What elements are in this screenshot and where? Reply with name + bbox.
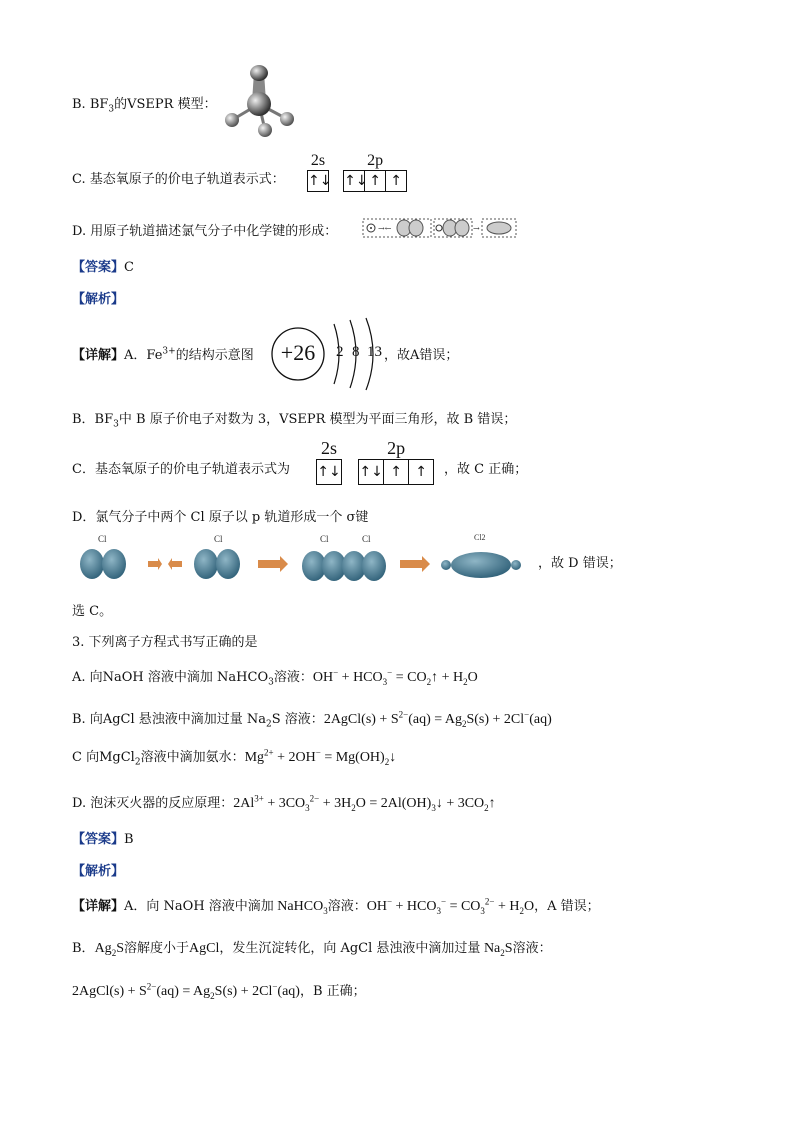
detail-1-a-mid: 的结构示意图: [175, 348, 254, 363]
detail-2-b-equation: 2AgCl(s) + $S^{2-}(aq) = Ag_2S(s) + 2Cl^-(aq)$，B 正确；: [72, 981, 366, 1001]
orbital-2s-box: ↑↓: [307, 170, 329, 192]
detail-2-b-line: B．$Ag_2S$溶解度小于AgCl，发生沉淀转化，向 AgCl 悬浊液中滴加过量 $Na_2S$溶液：: [72, 941, 552, 958]
item-c-text: C. 基态氧原子的价电子轨道表示式：: [72, 172, 285, 187]
detail-1-a-sup: 3+: [162, 346, 176, 357]
cl2-orbital-formation-diagram: [76, 532, 532, 586]
detail-2-b-end: 溶液：: [512, 941, 552, 956]
detail-1-a-line: [72, 344, 254, 363]
detail-1-c-post: ，故 C 正确；: [444, 462, 528, 477]
fe-shell-1: 2: [336, 344, 344, 360]
orbital-2s-label: 2s: [310, 152, 326, 169]
q3-option-a: A. 向NaOH 溶液中滴加 NaHCO$_3$溶液：$OH^- + HCO_3^-$ = $CO_2↑ + H_2O$: [72, 667, 478, 688]
orbital-2p-box: ↑↓: [343, 170, 365, 192]
q3-a-text: A. 向NaOH 溶液中滴加 NaHCO: [72, 670, 269, 685]
answer-tag: 【答案】: [72, 832, 125, 847]
fe-shell-3: 13: [367, 344, 382, 360]
q3-b-text: B. 向AgCl 悬浊液中滴加过量 Na: [72, 712, 267, 727]
vsepr-model-image: [218, 62, 298, 140]
answer-tag: 【答案】: [72, 260, 125, 275]
orbital-2p-box: ↑: [365, 170, 386, 192]
detail-tag: 【详解】: [72, 348, 125, 363]
orbital-2p-box: ↑: [409, 459, 434, 485]
q3-stem: 3. 下列离子方程式书写正确的是: [72, 635, 258, 650]
orbital-2s-box: ↑↓: [316, 459, 342, 485]
cl-label: Cl: [320, 534, 329, 544]
answer-2: [72, 828, 134, 847]
cl-label: Cl: [362, 534, 371, 544]
item-c-line: [72, 168, 285, 187]
orbital-2p-label: 2p: [387, 438, 406, 458]
orbital-2s-label: 2s: [320, 438, 337, 458]
analysis-2: [72, 860, 124, 879]
orbital-2p-box: ↑↓: [358, 459, 384, 485]
orbital-2p-box: ↑: [386, 170, 407, 192]
orbital-2p-box: ↑: [384, 459, 409, 485]
cl-label: Cl: [214, 534, 223, 544]
answer-value: C: [124, 260, 134, 275]
orbital-2p-label: 2p: [367, 152, 384, 169]
svg-text:→←: →←: [378, 224, 392, 233]
detail-1-c-line: [72, 458, 290, 477]
answer-value: B: [124, 832, 134, 847]
detail-1-b-post: 中 B 原子价电子对数为 3，VSEPR 模型为平面三角形，故 B 错误；: [118, 412, 517, 427]
q3-option-b: B. 向AgCl 悬浊液中滴加过量 $Na_2S$ 溶液：2AgCl(s) + $S^{2-}(aq) = Ag_2S(s) + 2Cl^-(aq)$: [72, 709, 552, 730]
detail-1-c-pre: C．基态氧原子的价电子轨道表示式为: [72, 462, 290, 477]
analysis-tag: 【解析】: [72, 292, 125, 307]
item-d-text: D. 用原子轨道描述氯气分子中化学键的形成：: [72, 224, 338, 239]
detail-tag: 【详解】: [72, 899, 125, 914]
detail-2-a-pre: A．向 NaOH 溶液中滴加: [124, 899, 274, 914]
fe-nucleus-label: +26: [280, 340, 316, 365]
q3-option-d: D. 泡沫灭火器的反应原理：$2Al^{3+} + 3CO_3^{2-} + 3H_2O$ = $2Al(OH)_3↓$ + $3CO_2↑$: [72, 793, 496, 813]
detail-2-b-pre: B．: [72, 941, 95, 956]
cl-label: Cl: [98, 534, 107, 544]
detail-1-a-suffix: ，故A错误；: [384, 348, 459, 363]
item-b-sub: 3: [108, 104, 115, 115]
cl2-orbital-small-diagram: [362, 216, 518, 240]
item-b-suffix: 的VSEPR 模型：: [114, 97, 217, 112]
q3-d-text: D. 泡沫灭火器的反应原理：: [72, 796, 234, 811]
svg-text:→: →: [473, 224, 480, 233]
analysis-tag: 【解析】: [72, 864, 125, 879]
item-b-prefix: B. BF: [72, 97, 109, 112]
fe-shell-2: 8: [352, 344, 360, 360]
detail-1-a-prefix: A．Fe: [124, 348, 163, 363]
detail-2-a-post: ，A 错误；: [534, 899, 600, 914]
detail-1-c-orbital-diagram: [316, 438, 434, 485]
detail-2-a-line: 【详解】A．向 NaOH 溶液中滴加 NaHCO$_3$溶液：$OH^- + HCO_3^- = CO_3^{2-} + H_2O$，A 错误；: [72, 896, 600, 916]
detail-1-b-sub: 3: [113, 419, 119, 430]
answer-1: [72, 256, 134, 275]
analysis-1: [72, 288, 124, 307]
detail-2-b-mid2: ，发生沉淀转化，向 AgCl 悬浊液中滴加过量: [219, 941, 481, 956]
item-c-orbital-diagram: [307, 152, 407, 192]
item-b-line: [72, 93, 217, 115]
cl2-label: Cl2: [474, 533, 486, 542]
detail-1-d-post: ，故 D 错误；: [538, 556, 622, 571]
q3-option-c: C 向MgCl$_2$溶液中滴加氨水：$Mg^{2+} + 2OH^-$ = $Mg(OH)_2↓$: [72, 747, 397, 768]
detail-2-b-mid: 溶解度小于: [123, 941, 189, 956]
item-d-line: [72, 220, 337, 239]
detail-1-b-line: [72, 408, 516, 430]
detail-1-b-pre: B．BF: [72, 412, 114, 427]
detail-2-b-eq-post: ，B 正确；: [299, 984, 366, 999]
q3-c-text: C 向MgCl: [72, 750, 135, 765]
detail-1-choose: 选 C。: [72, 604, 113, 619]
detail-1-d-line: D．氯气分子中两个 Cl 原子以 p 轨道形成一个 σ键: [72, 510, 369, 525]
